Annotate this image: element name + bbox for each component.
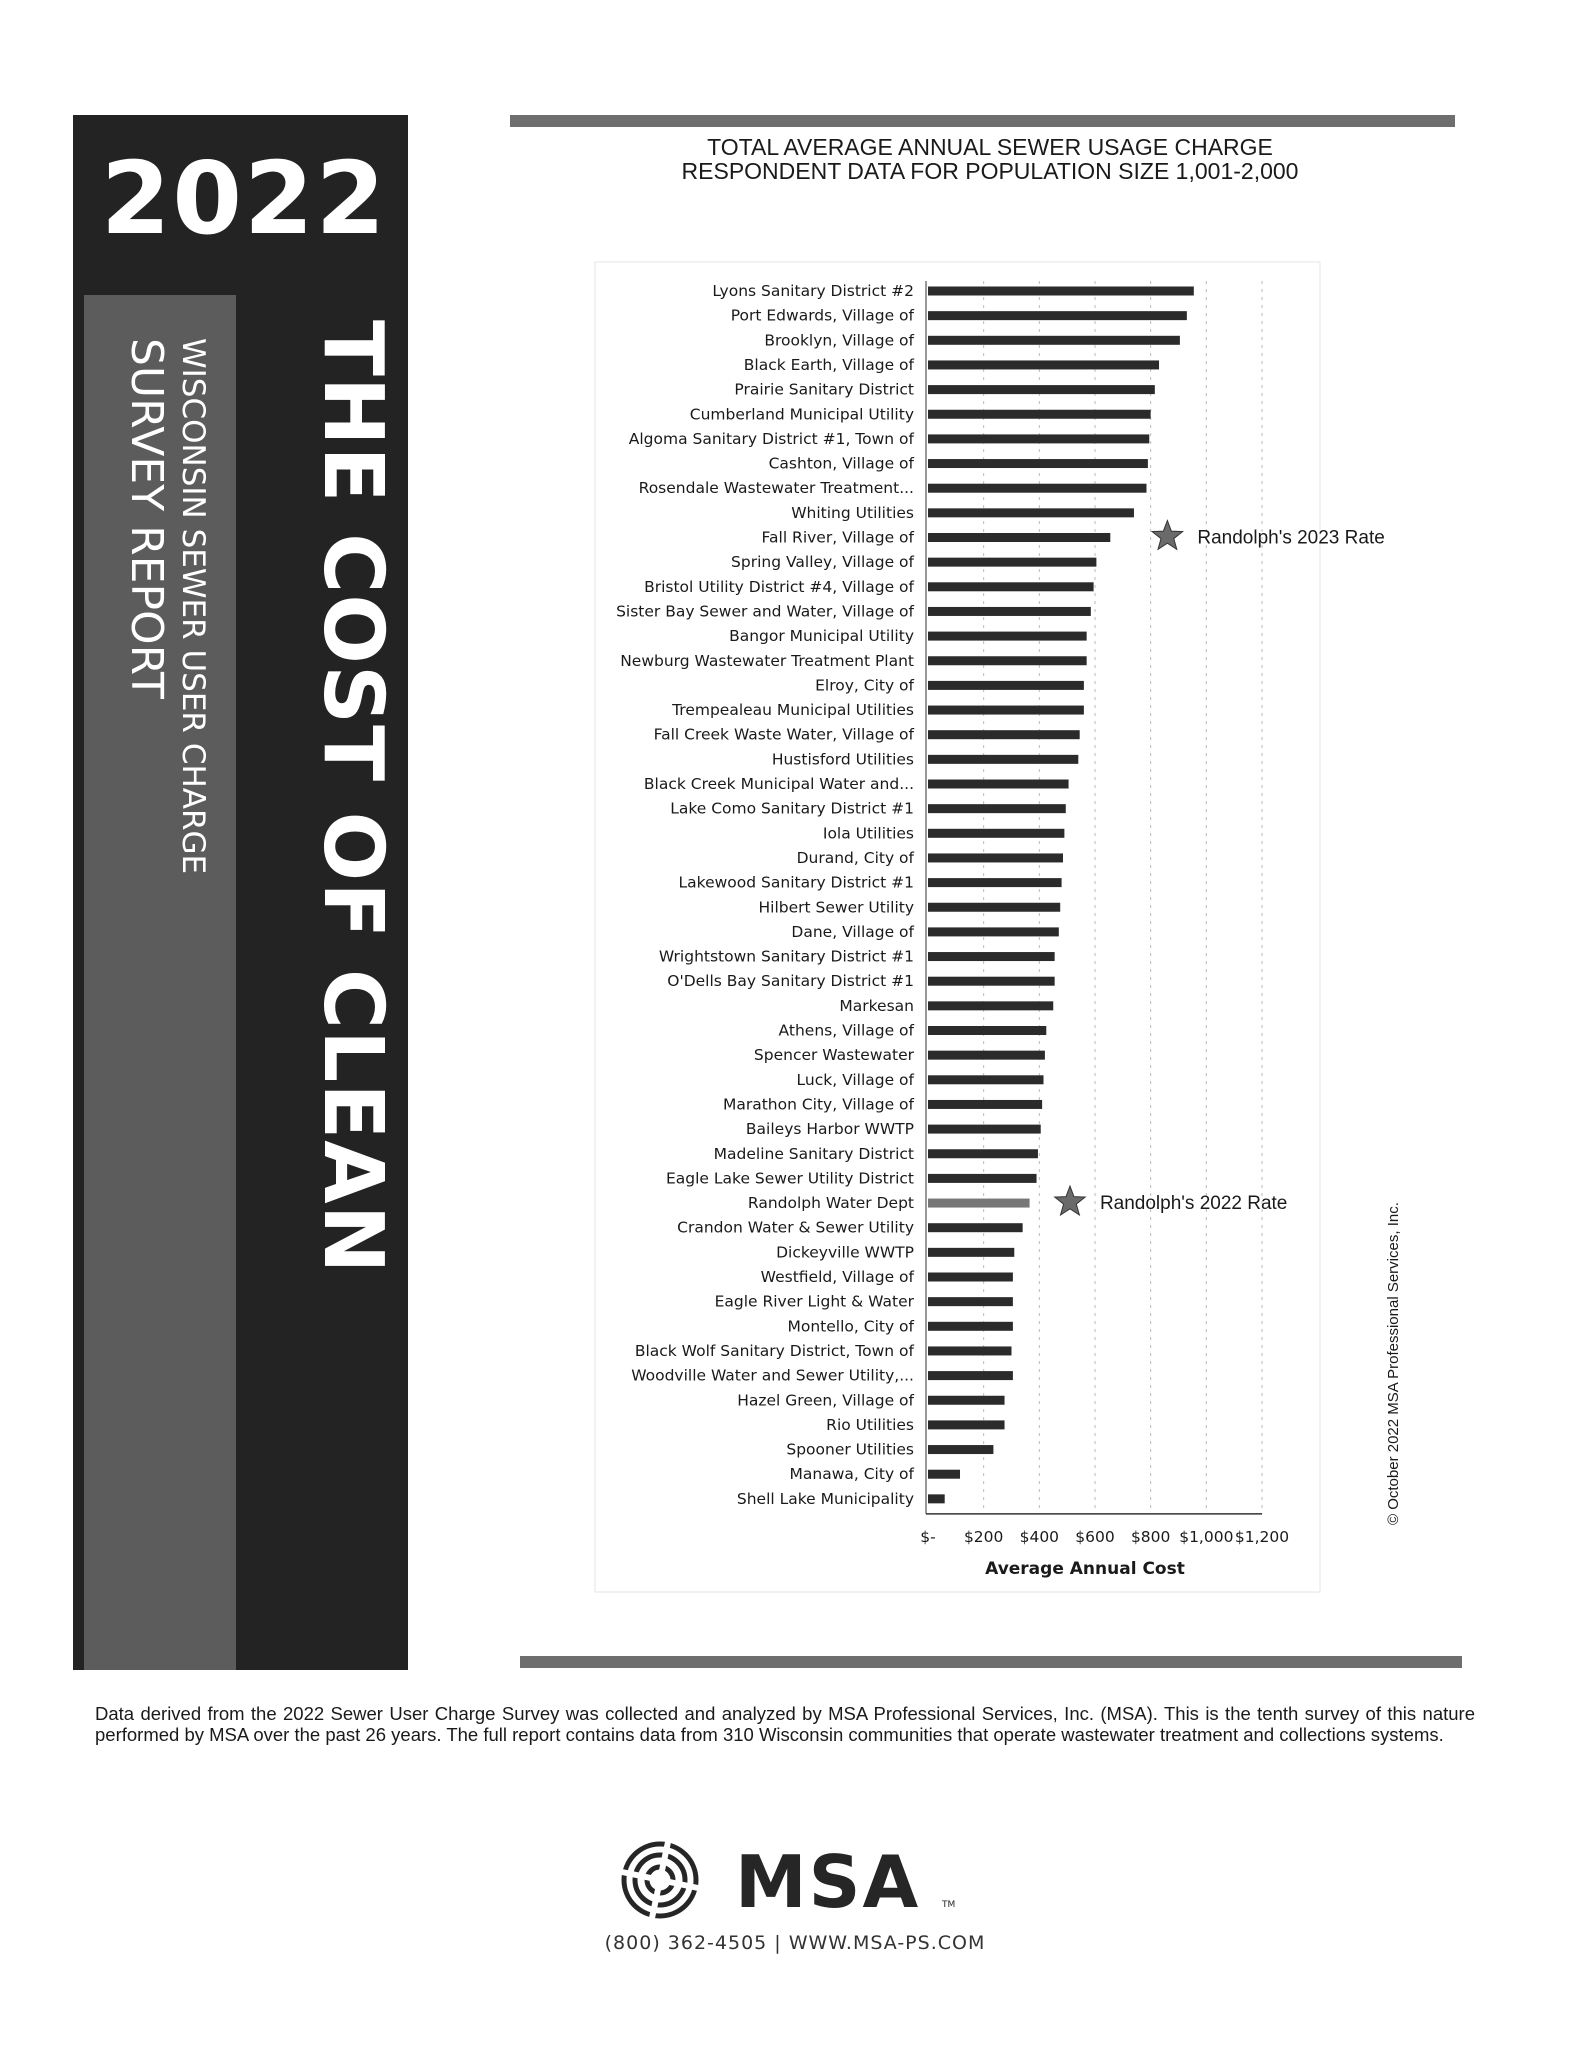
category-label-17: Trempealeau Municipal Utilities	[672, 701, 914, 720]
annotation-star-icon-1	[1055, 1186, 1086, 1215]
category-label-36: Eagle Lake Sewer Utility District	[666, 1169, 914, 1188]
category-label-49: Shell Lake Municipality	[736, 1489, 914, 1508]
tick-label-2: $400	[1019, 1527, 1060, 1546]
bar-36	[928, 1174, 1037, 1183]
category-label-21: Lake Como Sanitary District #1	[670, 799, 914, 818]
report-subtitle-line2: SURVEY REPORT	[121, 338, 172, 699]
category-label-31: Spencer Wastewater	[753, 1046, 914, 1065]
category-label-46: Rio Utilities	[826, 1415, 914, 1434]
category-label-4: Prairie Sanitary District	[734, 380, 914, 399]
report-subtitle-line1: WISCONSIN SEWER USER CHARGE	[175, 338, 211, 875]
bar-38	[928, 1223, 1023, 1232]
bar-0	[928, 287, 1194, 296]
category-label-23: Durand, City of	[796, 848, 914, 867]
bar-19	[928, 755, 1078, 764]
category-label-28: O'Dells Bay Sanitary District #1	[667, 972, 914, 991]
category-label-32: Luck, Village of	[796, 1070, 914, 1089]
contact-info: (800) 362-4505 | WWW.MSA-PS.COM	[604, 1932, 986, 1954]
bar-44	[928, 1371, 1013, 1380]
category-label-29: Markesan	[839, 996, 914, 1015]
bar-46	[928, 1420, 1005, 1429]
bar-21	[928, 804, 1066, 813]
bar-35	[928, 1149, 1038, 1158]
bar-2	[928, 336, 1180, 345]
category-label-47: Spooner Utilities	[786, 1440, 914, 1459]
category-label-33: Marathon City, Village of	[722, 1095, 914, 1114]
bar-43	[928, 1346, 1012, 1355]
category-label-39: Dickeyville WWTP	[776, 1243, 914, 1262]
tick-label-0: $-	[920, 1527, 936, 1546]
bar-16	[928, 681, 1084, 690]
tick-label-1: $200	[963, 1527, 1004, 1546]
category-label-11: Spring Valley, Village of	[731, 553, 914, 572]
bar-1	[928, 311, 1187, 320]
bar-3	[928, 360, 1159, 369]
category-label-12: Bristol Utility District #4, Village of	[644, 577, 914, 596]
bar-14	[928, 632, 1087, 641]
bar-11	[928, 558, 1096, 567]
bar-26	[928, 927, 1059, 936]
category-label-30: Athens, Village of	[778, 1021, 914, 1040]
bar-25	[928, 903, 1060, 912]
category-label-38: Crandon Water & Sewer Utility	[677, 1218, 914, 1237]
category-label-1: Port Edwards, Village of	[730, 306, 914, 325]
bar-9	[928, 508, 1134, 517]
bar-41	[928, 1297, 1013, 1306]
category-label-20: Black Creek Municipal Water and...	[643, 775, 914, 793]
tick-label-6: $1,200	[1234, 1527, 1290, 1546]
category-label-16: Elroy, City of	[815, 676, 914, 695]
category-label-13: Sister Bay Sewer and Water, Village of	[616, 602, 914, 621]
category-label-14: Bangor Municipal Utility	[729, 627, 914, 646]
bar-48	[928, 1470, 960, 1479]
category-label-6: Algoma Sanitary District #1, Town of	[628, 429, 914, 448]
category-label-15: Newburg Wastewater Treatment Plant	[620, 651, 914, 670]
bar-20	[928, 780, 1069, 789]
report-year: 2022	[100, 140, 388, 257]
tick-label-5: $1,000	[1179, 1527, 1234, 1546]
bar-39	[928, 1248, 1014, 1257]
category-label-26: Dane, Village of	[791, 922, 914, 941]
bar-37	[928, 1199, 1030, 1208]
bar-18	[928, 730, 1080, 739]
bar-10	[928, 533, 1110, 542]
category-label-34: Baileys Harbor WWTP	[745, 1120, 914, 1139]
bar-5	[928, 410, 1151, 419]
category-label-10: Fall River, Village of	[761, 528, 914, 547]
bar-17	[928, 706, 1084, 715]
category-label-45: Hazel Green, Village of	[737, 1391, 914, 1410]
chart-title: TOTAL AVERAGE ANNUAL SEWER USAGE CHARGE	[707, 134, 1273, 160]
bar-28	[928, 977, 1055, 986]
category-label-3: Black Earth, Village of	[743, 355, 914, 374]
category-label-43: Black Wolf Sanitary District, Town of	[634, 1341, 914, 1360]
bar-31	[928, 1051, 1045, 1060]
bottom-divider	[520, 1656, 1462, 1668]
category-label-40: Westfield, Village of	[760, 1268, 914, 1286]
bar-13	[928, 607, 1091, 616]
bar-15	[928, 656, 1087, 665]
category-label-27: Wrightstown Sanitary District #1	[658, 947, 914, 966]
bar-42	[928, 1322, 1013, 1331]
bar-32	[928, 1075, 1044, 1084]
bar-45	[928, 1396, 1005, 1405]
category-label-25: Hilbert Sewer Utility	[758, 898, 914, 917]
category-label-8: Rosendale Wastewater Treatment...	[638, 479, 914, 498]
annotation-label-0: Randolph's 2023 Rate	[1197, 527, 1385, 549]
bar-30	[928, 1026, 1046, 1035]
bar-4	[928, 385, 1155, 394]
footnote: Data derived from the 2022 Sewer User Charge Survey was collected and analyzed by MSA Professional Services, Inc. (MSA). This is the tenth survey of this nature performed by MSA over the past 26 years. The full report contains data from 310 Wisconsin communities that operate wastewater treatment and collections systems.	[95, 1703, 1475, 1745]
report-title: THE COST OF CLEAN	[305, 320, 400, 1275]
copyright-notice: © October 2022 MSA Professional Services, Inc.	[1385, 1202, 1402, 1525]
category-label-24: Lakewood Sanitary District #1	[678, 873, 914, 892]
bar-34	[928, 1125, 1041, 1134]
bar-47	[928, 1445, 993, 1454]
category-label-44: Woodville Water and Sewer Utility,...	[631, 1366, 914, 1385]
bar-33	[928, 1100, 1042, 1109]
chart-subtitle: RESPONDENT DATA FOR POPULATION SIZE 1,001-2,000	[681, 158, 1299, 184]
category-label-7: Cashton, Village of	[768, 454, 914, 473]
category-label-41: Eagle River Light & Water	[714, 1292, 914, 1311]
logo-wordmark: MSA	[735, 1840, 921, 1924]
bar-12	[928, 582, 1094, 591]
category-label-37: Randolph Water Dept	[747, 1194, 914, 1213]
annotation-star-icon-0	[1152, 521, 1183, 550]
category-label-18: Fall Creek Waste Water, Village of	[653, 725, 914, 744]
bar-40	[928, 1273, 1013, 1282]
category-label-19: Hustisford Utilities	[771, 750, 914, 769]
tick-label-3: $600	[1075, 1527, 1115, 1546]
category-label-42: Montello, City of	[787, 1317, 914, 1336]
logo-trademark: TM	[942, 1900, 956, 1910]
category-label-35: Madeline Sanitary District	[713, 1144, 914, 1163]
annotation-label-1: Randolph's 2022 Rate	[1099, 1193, 1288, 1215]
bar-49	[928, 1494, 945, 1503]
x-axis-label: Average Annual Cost	[985, 1558, 1185, 1579]
bar-6	[928, 434, 1149, 443]
category-label-22: Iola Utilities	[822, 824, 914, 843]
tick-label-4: $800	[1130, 1527, 1171, 1546]
category-label-5: Cumberland Municipal Utility	[689, 405, 914, 424]
bar-24	[928, 878, 1062, 887]
category-label-48: Manawa, City of	[789, 1465, 914, 1484]
bar-8	[928, 484, 1146, 493]
bar-29	[928, 1001, 1053, 1010]
bar-7	[928, 459, 1148, 468]
bar-22	[928, 829, 1064, 838]
category-label-0: Lyons Sanitary District #2	[712, 282, 914, 300]
bar-27	[928, 952, 1055, 961]
bar-23	[928, 853, 1063, 862]
category-label-2: Brooklyn, Village of	[764, 331, 914, 350]
category-label-9: Whiting Utilities	[791, 503, 914, 522]
